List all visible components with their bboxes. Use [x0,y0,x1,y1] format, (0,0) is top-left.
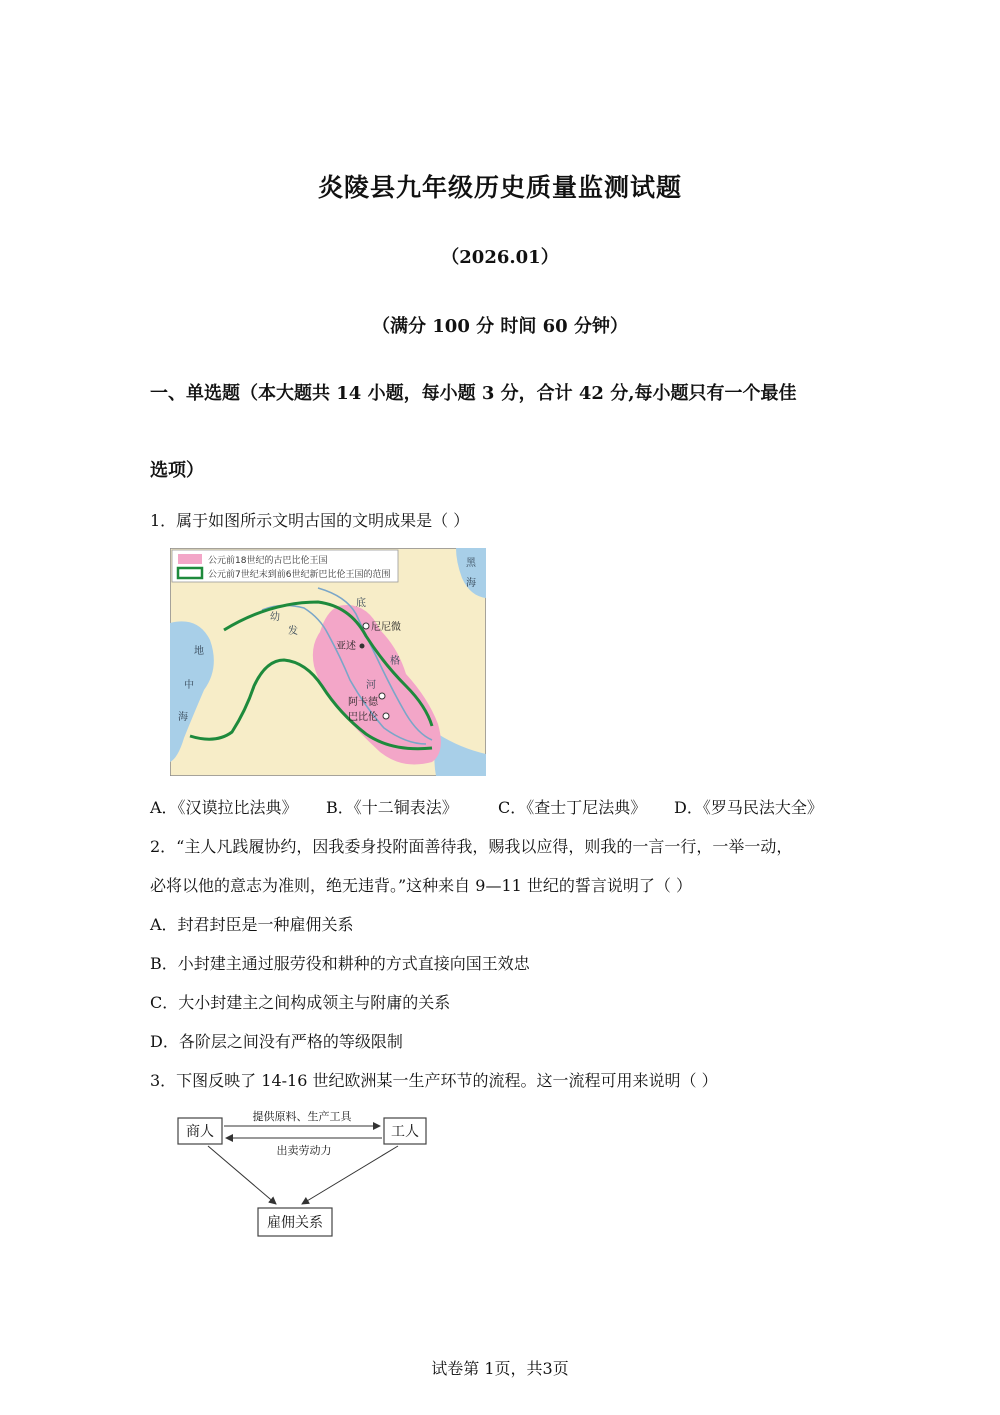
page-title: 炎陵县九年级历史质量监测试题 [317,173,682,202]
nineveh-label: 尼尼微 [371,622,401,633]
black-sea-label-1: 黑 [466,558,476,569]
q2-option-d[interactable]: D．各阶层之间没有严格的等级限制 [150,1032,403,1051]
q2-option-a[interactable]: A．封君封臣是一种雇佣关系 [150,915,354,934]
legend-swatch-pink [178,554,202,564]
question-3-stem: 3．下图反映了 14-16 世纪欧洲某一生产环节的流程。这一流程可用来说明（ ） [150,1071,718,1090]
provide-label: 提供原料、生产工具 [252,1110,352,1123]
section-heading: 一、单选题（本大题共 14 小题，每小题 3 分，合计 42 分,每小题只有一个最佳 [150,383,797,404]
babylon-label: 巴比伦 [348,712,378,723]
babylon-marker [383,713,389,719]
worker-label: 工人 [391,1124,419,1140]
river-label-4: 格 [390,656,400,667]
river-label-2: 发 [288,626,298,637]
section-heading-cont: 选项） [150,460,204,481]
map-svg [170,548,486,776]
sea-label-3: 海 [178,712,188,723]
q1-option-a[interactable]: A．《汉谟拉比法典》 [150,798,298,817]
river-label-1: 幼 [270,612,280,623]
question-1-options [150,797,823,819]
merchant-label: 商人 [186,1124,214,1140]
river-label-3: 底 [356,598,366,609]
black-sea-label-2: 海 [466,578,476,589]
q1-option-c[interactable]: C．《查士丁尼法典》 [498,798,647,817]
sell-label: 出卖劳动力 [276,1144,332,1157]
q1-option-b[interactable]: B．《十二铜表法》 [326,798,458,817]
q1-option-d[interactable]: D．《罗马民法大全》 [674,798,823,817]
page-footer: 试卷第 1页，共3页 [431,1359,569,1378]
question-1-stem: 1．属于如图所示文明古国的文明成果是（ ） [150,511,470,530]
akkad-label: 阿卡德 [348,697,378,708]
question-2-stem-line1: 2．“主人凡践履协约，因我委身投附面善待我，赐我以应得，则我的一言一行，一举一动， [150,837,793,856]
assur-marker [360,644,365,649]
legend-label-pink: 公元前18世纪的古巴比伦王国 [208,556,328,566]
q2-option-b[interactable]: B．小封建主通过服劳役和耕种的方式直接向国王效忠 [150,954,530,973]
exam-date: （2026.01） [441,247,559,268]
sea-label-1: 地 [194,646,204,657]
merchant-to-employment-arrow [208,1146,276,1204]
akkad-marker [379,693,385,699]
river-label-5: 河 [366,680,376,691]
mesopotamia-map [170,548,486,780]
legend-label-green: 公元前7世纪末到前6世纪新巴比伦王国的范围 [208,570,391,580]
flow-svg [170,1104,440,1240]
employment-flow-diagram [170,1104,440,1244]
assur-label: 亚述 [336,641,356,652]
employment-label: 雇佣关系 [267,1215,323,1231]
score-info: （满分 100 分 时间 60 分钟） [372,316,628,337]
sea-label-2: 中 [184,680,194,691]
q2-option-c[interactable]: C．大小封建主之间构成领主与附庸的关系 [150,993,451,1012]
nineveh-marker [363,623,369,629]
question-2-stem-line2: 必将以他的意志为准则，绝无违背。”这种来自 9—11 世纪的誓言说明了（ ） [150,876,692,895]
